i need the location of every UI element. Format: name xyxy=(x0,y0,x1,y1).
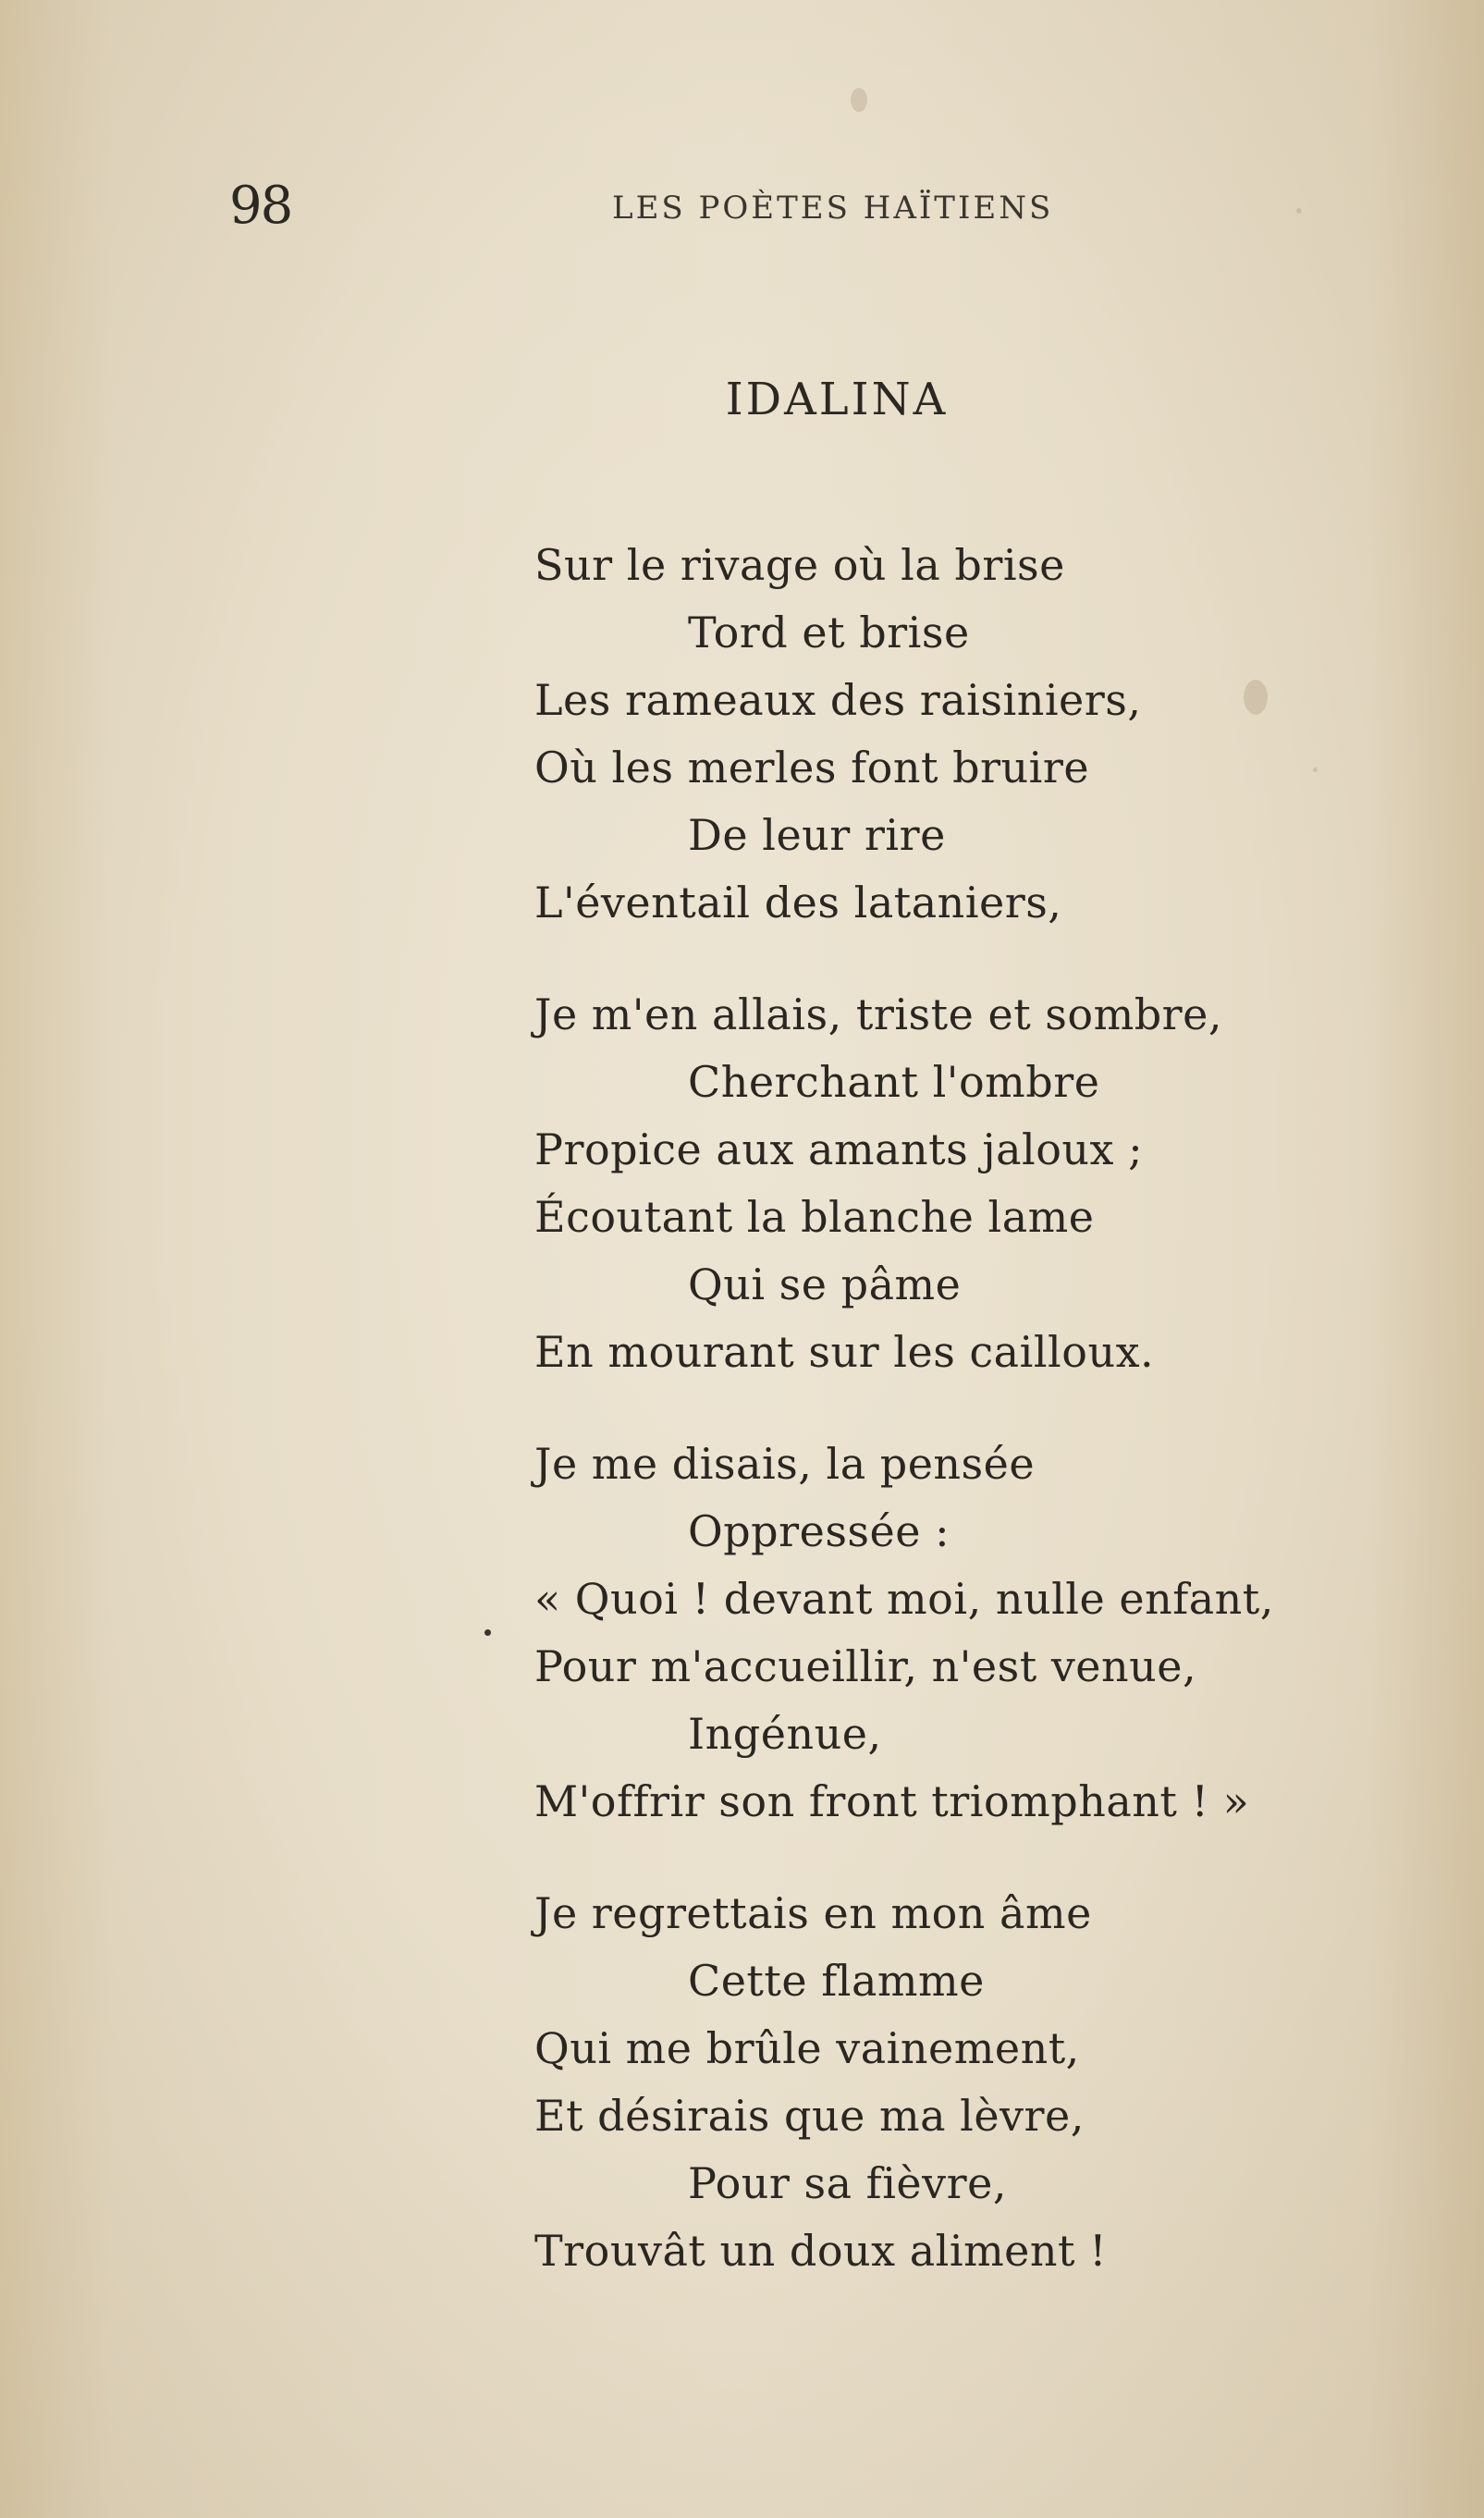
stanza-1 xyxy=(534,532,1367,937)
verse-line-indented: Ingénue, xyxy=(688,1709,882,1759)
stanza-4 xyxy=(534,1880,1367,2285)
verse-line: Je regrettais en mon âme xyxy=(534,1888,1092,1938)
verse-line: En mourant sur les cailloux. xyxy=(534,1327,1155,1377)
verse-line-indented: Tord et brise xyxy=(688,608,970,657)
verse-line-indented: Cette flamme xyxy=(688,1956,985,2006)
verse-line: Je me disais, la pensée xyxy=(534,1439,1036,1489)
verse-line: Écoutant la blanche lame xyxy=(534,1192,1095,1242)
poem-title: IDALINA xyxy=(725,374,949,425)
verse-line-indented: Pour sa fièvre, xyxy=(688,2158,1007,2208)
verse-line: Pour m'accueillir, n'est venue, xyxy=(534,1641,1197,1691)
page-number: 98 xyxy=(229,176,292,236)
verse-line: « Quoi ! devant moi, nulle enfant, xyxy=(534,1574,1274,1624)
verse-line-indented: Qui se pâme xyxy=(688,1259,962,1309)
running-head: LES POÈTES HAÏTIENS xyxy=(612,190,1054,227)
verse-line: L'éventail des lataniers, xyxy=(534,878,1062,927)
verse-line: Les rameaux des raisiniers, xyxy=(534,675,1142,725)
verse-line-indented: De leur rire xyxy=(688,810,946,860)
stanza-3 xyxy=(534,1431,1367,1836)
paper-stain xyxy=(1296,208,1302,214)
verse-line: Propice aux amants jaloux ; xyxy=(534,1124,1144,1174)
verse-line: Je m'en allais, triste et sombre, xyxy=(534,989,1223,1039)
verse-line: Et désirais que ma lèvre, xyxy=(534,2091,1085,2141)
verse-line: Qui me brûle vainement, xyxy=(534,2023,1080,2073)
verse-line-indented: Cherchant l'ombre xyxy=(688,1057,1100,1107)
verse-line: Où les merles font bruire xyxy=(534,743,1090,792)
verse-line-indented: Oppressée : xyxy=(688,1506,950,1556)
verse-line: Sur le rivage où la brise xyxy=(534,540,1065,590)
poem-body xyxy=(534,532,1367,2329)
margin-dot xyxy=(484,1629,491,1636)
verse-line: Trouvât un doux aliment ! xyxy=(534,2226,1108,2276)
stanza-2 xyxy=(534,981,1367,1386)
verse-line: M'offrir son front triomphant ! » xyxy=(534,1776,1250,1826)
paper-stain xyxy=(851,88,867,112)
